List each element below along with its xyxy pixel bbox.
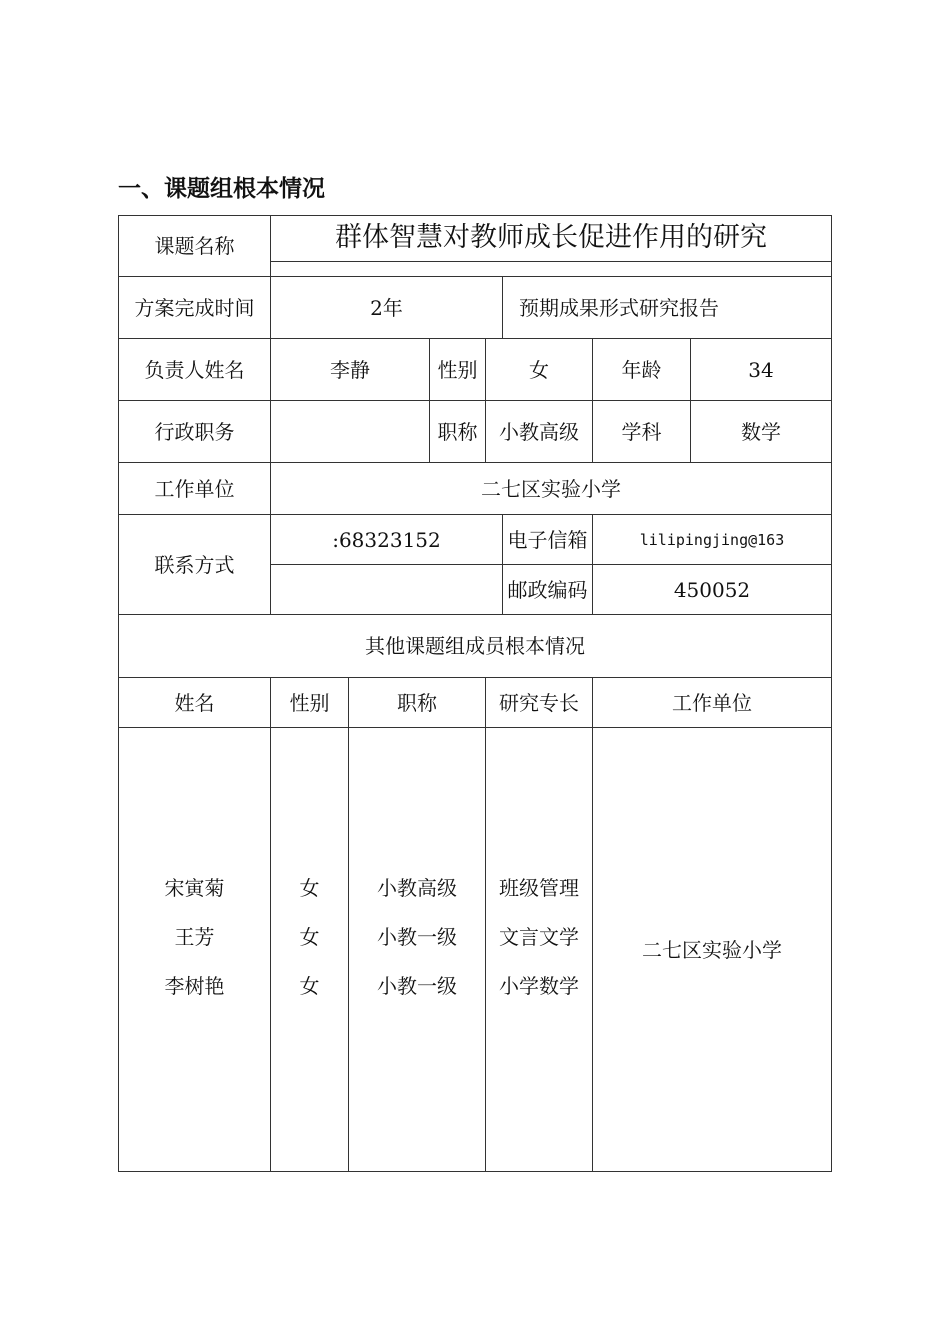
basic-info-table: [118, 215, 832, 1172]
member-title: 小教一级: [377, 974, 457, 998]
member-specialty: 文言文学: [499, 925, 579, 949]
members-unit: 二七区实验小学: [593, 728, 832, 1172]
member-title: 小教一级: [377, 925, 457, 949]
section-heading: 一、课题组根本情况: [118, 176, 325, 202]
members-titles: [349, 728, 486, 1172]
zip-label: 邮政编码: [503, 565, 593, 615]
members-section-title: 其他课题组成员根本情况: [119, 615, 832, 678]
member-specialty: 小学数学: [499, 974, 579, 998]
project-name-value: 群体智慧对教师成长促进作用的研究: [271, 216, 832, 262]
leader-age-label: 年龄: [593, 339, 691, 401]
members-names: [119, 728, 271, 1172]
member-title: 小教高级: [377, 876, 457, 900]
member-gender: 女: [299, 974, 320, 998]
project-name-strip: [271, 262, 832, 277]
header-name: 姓名: [119, 678, 271, 728]
member-specialty: 班级管理: [499, 876, 579, 900]
header-title: 职称: [349, 678, 486, 728]
leader-gender-value: 女: [486, 339, 593, 401]
zip-value: 450052: [593, 565, 832, 615]
title-value: 小教高级: [486, 401, 593, 463]
duration-label: 方案完成时间: [119, 277, 271, 339]
title-label: 职称: [430, 401, 486, 463]
header-gender: 性别: [271, 678, 349, 728]
subject-value: 数学: [691, 401, 832, 463]
header-specialty: 研究专长: [486, 678, 593, 728]
email-label: 电子信箱: [503, 515, 593, 565]
position-value: [271, 401, 430, 463]
members-specialties: [486, 728, 593, 1172]
leader-gender-label: 性别: [430, 339, 486, 401]
member-name: 王芳: [174, 925, 215, 949]
member-gender: 女: [299, 925, 320, 949]
unit-label: 工作单位: [119, 463, 271, 515]
member-name: 宋寅菊: [164, 876, 225, 900]
subject-label: 学科: [593, 401, 691, 463]
member-name: 李树艳: [164, 974, 225, 998]
leader-name-label: 负责人姓名: [119, 339, 271, 401]
contact-label: 联系方式: [119, 515, 271, 615]
phone-value: :68323152: [271, 515, 503, 565]
unit-value: 二七区实验小学: [271, 463, 832, 515]
project-name-label: 课题名称: [119, 216, 271, 277]
email-value: lilipingjing@163: [593, 515, 832, 565]
member-gender: 女: [299, 876, 320, 900]
leader-age-value: 34: [691, 339, 832, 401]
header-unit: 工作单位: [593, 678, 832, 728]
duration-value: 2年: [271, 277, 503, 339]
position-label: 行政职务: [119, 401, 271, 463]
members-genders: [271, 728, 349, 1172]
contact-empty: [271, 565, 503, 615]
outcome-label: 预期成果形式研究报告: [503, 277, 832, 339]
leader-name-value: 李静: [271, 339, 430, 401]
